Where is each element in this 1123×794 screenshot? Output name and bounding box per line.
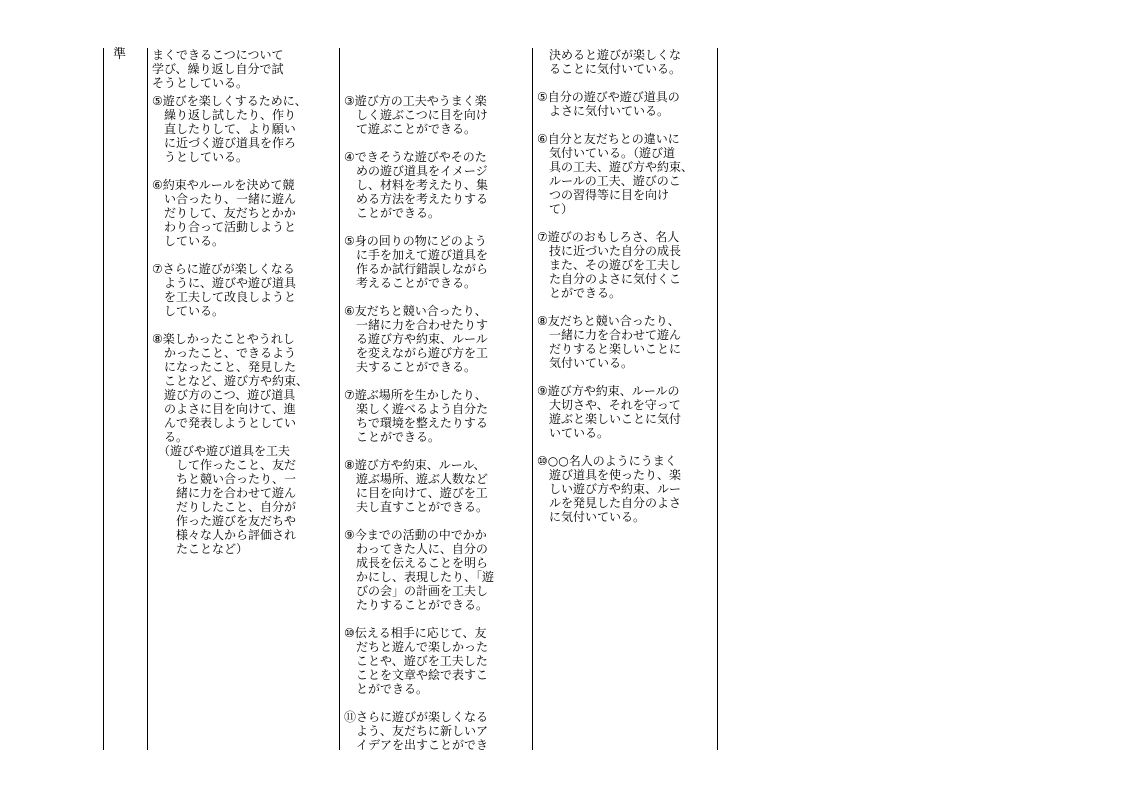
criteria-text-line: つの習得等に目を向け (537, 188, 670, 202)
criteria-text-line: とができる。 (537, 286, 622, 300)
criteria-text-line: だりして、友だちとかか (152, 206, 296, 220)
criteria-text-line: い合ったり、一緒に遊ん (152, 192, 297, 206)
criteria-text-line: ⑤自分の遊びや遊び道具の (537, 90, 680, 104)
criteria-text-line: を変えながら遊び方を工 (344, 346, 489, 360)
criteria-text-line: かにし、表現したり、「遊 (344, 570, 495, 584)
criteria-text-line: たことなど） (152, 542, 249, 556)
criteria-text-line: ⑨遊び方や約束、ルールの (537, 384, 680, 398)
criteria-text-line: に近づく遊び道具を作ろ (152, 136, 297, 150)
criteria-item (152, 178, 334, 248)
criteria-text-line: ⑪さらに遊びが楽しくなる (344, 710, 489, 724)
criteria-text-line: し、材料を考えたり、集 (344, 178, 489, 192)
criteria-text-line: 一緒に力を合わせて遊ん (537, 328, 682, 342)
criteria-text-line: んで発表しようとしてい (152, 416, 297, 430)
criteria-text-line: める方法を考えたりする (344, 192, 489, 206)
criteria-text-line: た自分のよさに気付くこ (537, 272, 682, 286)
criteria-text-line: 夫し直すことができる。 (344, 500, 489, 514)
criteria-text-line: ちで環境を整えたりする (344, 416, 488, 430)
criteria-item (537, 132, 711, 216)
criteria-text-line: ⑧遊び方や約束、ルール、 (344, 458, 486, 472)
criteria-item (537, 230, 711, 300)
criteria-text-line: ③遊び方の工夫やうまく楽 (344, 94, 487, 108)
criteria-item (537, 314, 711, 370)
criteria-text-line: ⑦さらに遊びが楽しくなる (152, 262, 295, 276)
criteria-text-line: して作ったこと、友だ (152, 458, 297, 472)
criteria-text-line: 作るか試行錯誤しながら (344, 262, 489, 276)
criteria-text-line: て遊ぶことができる。 (344, 122, 477, 136)
criteria-item (537, 454, 711, 524)
criteria-item (344, 234, 526, 290)
criteria-text-line: に目を向けて、遊びを工 (344, 486, 488, 500)
criteria-text-line: びの会」の計画を工夫し (344, 584, 489, 598)
table-border-left (103, 48, 104, 750)
criteria-text-line: 考えることができる。 (344, 276, 477, 290)
criteria-item (344, 710, 526, 750)
criteria-text-line: ⑦遊ぶ場所を生かしたり、 (344, 388, 487, 402)
criteria-text-line: イデアを出すことができ (344, 738, 489, 750)
criteria-column-attitude (152, 48, 334, 750)
criteria-text-line: を工夫して改良しようと (152, 290, 297, 304)
criteria-text-line: めの遊び道具をイメージ (344, 164, 488, 178)
criteria-text-line: 遊び道具を使ったり、楽 (537, 468, 682, 482)
criteria-text-line: ルを発見した自分のよさ (537, 496, 682, 510)
criteria-text-line: ⑩○○名人のようにうまく (537, 454, 677, 468)
criteria-text-line: しい遊び方や約束、ルー (537, 482, 682, 496)
criteria-text-line: ⑥約束やルールを決めて競 (152, 178, 295, 192)
criteria-text-line: うとしている。 (152, 150, 249, 164)
criteria-text-line: （遊びや遊び道具を工夫 (152, 444, 291, 458)
criteria-item (537, 90, 711, 118)
criteria-text-line: 技に近づいた自分の成長 (537, 244, 682, 258)
criteria-text-line: わり合って活動しようと (152, 220, 297, 234)
criteria-text-line: ⑨今までの活動の中でかか (344, 528, 487, 542)
criteria-text-line: ⑧楽しかったことやうれし (152, 332, 295, 346)
criteria-item (152, 332, 334, 556)
criteria-text-line: 具の工夫、遊び方や約束、 (537, 160, 694, 174)
criteria-text-line: 様々な人から評価され (152, 528, 297, 542)
criteria-text-line: ⑤遊びを楽しくするために、 (152, 94, 307, 108)
criteria-text-line: 繰り返し試したり、作り (152, 108, 297, 122)
criteria-item (344, 626, 526, 696)
criteria-text-line: 緒に力を合わせて遊ん (152, 486, 297, 500)
criteria-item (152, 94, 334, 164)
criteria-item (537, 384, 711, 440)
criteria-text-line: よさに気付いている。 (537, 104, 670, 118)
criteria-text-line: 気付いている。 (537, 356, 634, 370)
criteria-text-line: まくできるこつについて (152, 48, 284, 62)
criteria-item (152, 262, 334, 318)
criteria-text-line: ちと競い合ったり、一 (152, 472, 297, 486)
criteria-text-line: たりすることができる。 (344, 598, 489, 612)
criteria-text-line: ⑦遊びのおもしろさ、名人 (537, 230, 680, 244)
criteria-item (344, 304, 526, 374)
criteria-text-line: ⑧友だちと競い合ったり、 (537, 314, 680, 328)
criteria-column-awareness (537, 48, 711, 750)
criteria-text-line: わってきた人に、自分の (344, 542, 488, 556)
criteria-text-line: 遊ぶ場所、遊ぶ人数など (344, 472, 489, 486)
criteria-text-line: している。 (152, 234, 225, 248)
criteria-text-line: になったこと、発見した (152, 360, 297, 374)
criteria-text-line: 気付いている。（遊び道 (537, 146, 676, 160)
criteria-text-line: ことができる。 (344, 206, 441, 220)
criteria-text-line: ⑩伝える相手に応じて、友 (344, 626, 487, 640)
table-border-right (717, 48, 718, 750)
criteria-text-line: ⑥友だちと競い合ったり、 (344, 304, 487, 318)
criteria-text-line: る。 (152, 430, 189, 444)
criteria-item (344, 94, 526, 136)
table-border-col1 (339, 48, 340, 750)
criteria-text-line: している。 (152, 304, 225, 318)
criteria-text-line: のよさに目を向けて、進 (152, 402, 296, 416)
criteria-text-line: かったこと、できるよう (152, 346, 297, 360)
criteria-text-line: 一緒に力を合わせたりす (344, 318, 489, 332)
criteria-item (537, 48, 711, 76)
criteria-text-line: そうとしている。 (152, 76, 249, 90)
criteria-text-line: だりすると楽しいことに (537, 342, 682, 356)
criteria-item (344, 150, 526, 220)
criteria-text-line: ことや、遊びを工夫した (344, 654, 488, 668)
criteria-text-line: とができる。 (344, 682, 429, 696)
criteria-text-line: て） (537, 202, 574, 216)
criteria-text-line: ことができる。 (344, 430, 441, 444)
criteria-item (152, 48, 334, 90)
criteria-text-line: よう、友だちに新しいア (344, 724, 489, 738)
criteria-item (344, 388, 526, 444)
criteria-text-line: 成長を伝えることを明ら (344, 556, 489, 570)
criteria-text-line: また、その遊びを工夫し (537, 258, 682, 272)
criteria-text-line: ルールの工夫、遊びのこ (537, 174, 681, 188)
criteria-text-line: ことなど、遊び方や約束、 (152, 374, 309, 388)
criteria-text-line: ように、遊びや遊び道具 (152, 276, 297, 290)
table-border-col2 (532, 48, 533, 750)
table-border-label (147, 48, 148, 750)
criteria-text-line: 直したりして、より願い (152, 122, 296, 136)
criteria-text-line: だりしたこと、自分が (152, 500, 297, 514)
criteria-text-line: ⑥自分と友だちとの違いに (537, 132, 680, 146)
criteria-text-line: 作った遊びを友だちや (152, 514, 297, 528)
criteria-text-line: 遊ぶと楽しいことに気付 (537, 412, 682, 426)
criteria-text-line: 楽しく遊べるよう自分た (344, 402, 489, 416)
criteria-text-line: 遊び方のこつ、遊び道具 (152, 388, 296, 402)
criteria-text-line: だちと遊んで楽しかった (344, 640, 489, 654)
criteria-column-thinking (344, 48, 526, 750)
criteria-text-line: 夫することができる。 (344, 360, 477, 374)
criteria-text-line: いている。 (537, 426, 610, 440)
criteria-text-line: 学び、繰り返し自分で試 (152, 62, 284, 76)
criteria-text-line: ことを文章や絵で表すこ (344, 668, 489, 682)
criteria-text-line: に手を加えて遊び道具を (344, 248, 489, 262)
criteria-text-line: ⑤身の回りの物にどのよう (344, 234, 487, 248)
criteria-text-line: ることに気付いている。 (537, 62, 682, 76)
criteria-item (344, 458, 526, 514)
criteria-item (344, 528, 526, 612)
criteria-text-line: ④できそうな遊びやそのた (344, 150, 487, 164)
criteria-text-line: 大切さや、それを守って (537, 398, 681, 412)
criteria-text-line: 決めると遊びが楽しくな (537, 48, 682, 62)
criteria-text-line: る遊び方や約束、ルール (344, 332, 488, 346)
criteria-text-line: しく遊ぶこつに目を向け (344, 108, 488, 122)
row-label: 準 (113, 47, 127, 62)
criteria-text-line: に気付いている。 (537, 510, 646, 524)
